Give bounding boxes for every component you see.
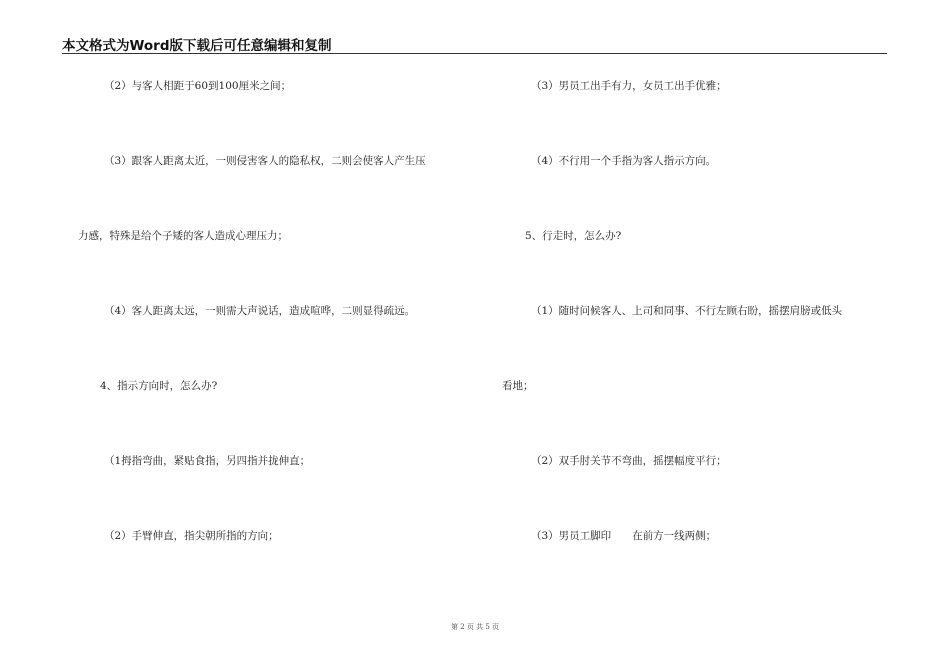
left-line-1: （2）与客人相距于60到100厘米之间； [104,80,292,92]
left-line-4: （4）客人距离太远，一则需大声说话，造成喧哗，二则显得疏远。 [104,305,416,317]
right-line-1: （3）男员工出手有力，女员工出手优雅； [531,80,727,92]
document-header-title: 本文格式为Word版下载后可任意编辑和复制 [62,38,332,54]
page-number-footer: 第 2 页 共 5 页 [450,623,500,631]
right-line-5: 看地； [502,380,534,392]
right-line-2: （4）不行用一个手指为客人指示方向。 [531,155,717,167]
right-line-7: （3）男员工脚印 在前方一线两侧； [531,530,717,542]
left-heading-direction: 4、指示方向时，怎么办? [100,380,218,392]
left-line-7: （2）手臂伸直，指尖朝所指的方向； [104,530,279,542]
left-line-6: （1拇指弯曲，紧贴食指，另四指并拢伸直； [104,455,311,467]
right-heading-walking: 5、行走时，怎么办? [525,230,622,242]
left-line-3: 力感，特殊是给个子矮的客人造成心理压力； [78,230,288,242]
right-line-4: （1）随时问候客人、上司和同事、不行左顾右盼，摇摆肩膀或低头 [531,305,843,317]
left-line-2: （3）跟客人距离太近，一则侵害客人的隐私权，二则会使客人产生压 [104,155,426,167]
right-line-6: （2）双手肘关节不弯曲，摇摆幅度平行； [531,455,727,467]
header-divider [62,53,887,54]
